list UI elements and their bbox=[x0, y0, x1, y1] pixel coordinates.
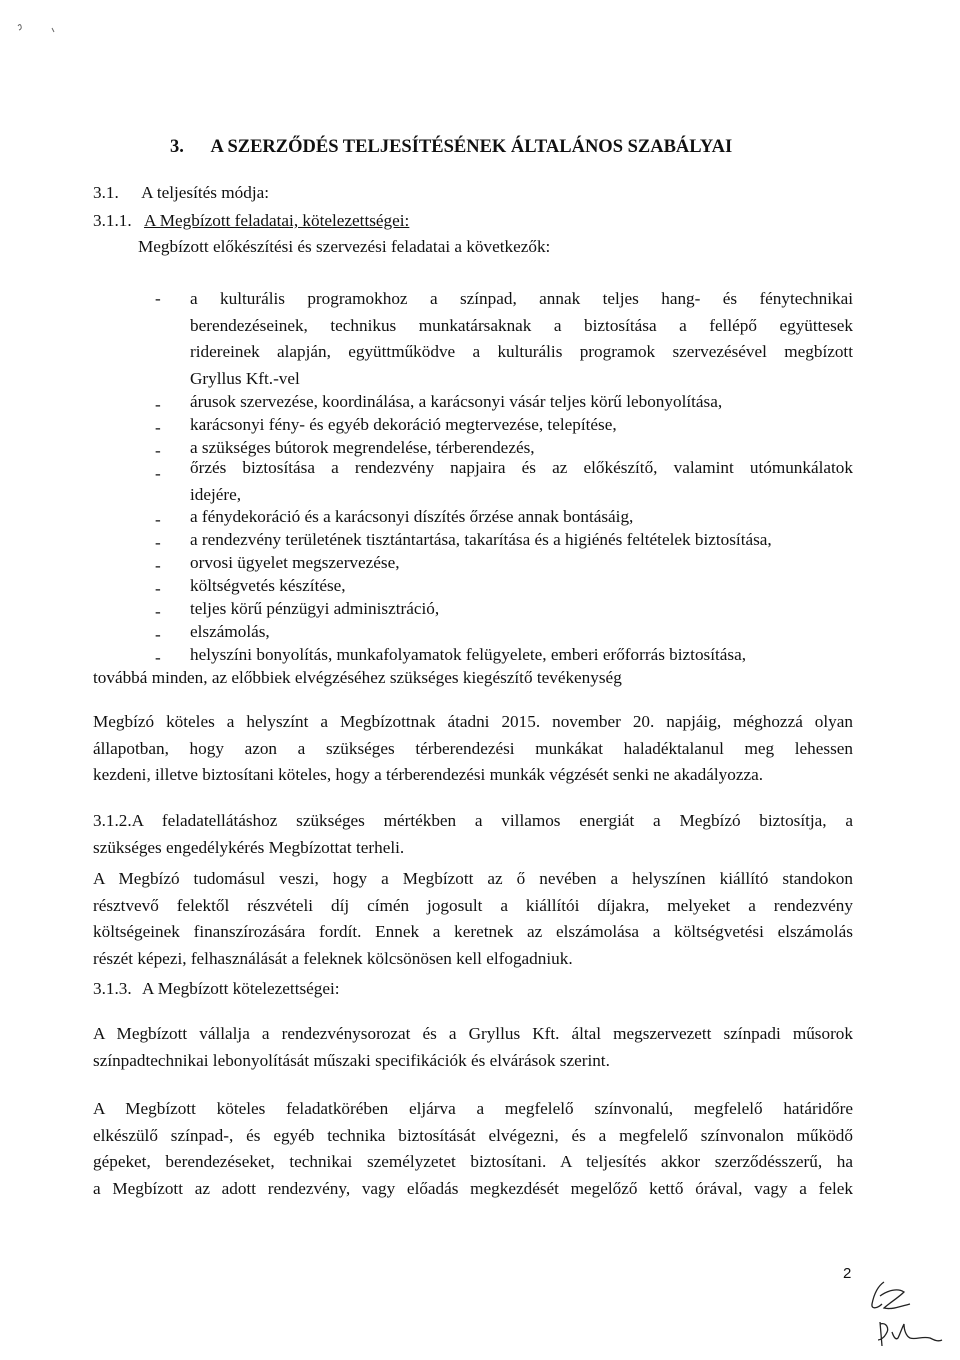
paragraph-standok: A Megbízó tudomásul veszi, hogy a Megbízott az ő nevében a helyszínen kiállító standokon résztvevő felektől részvételi díj címén jogosult a kiállítói díjakra, melyeket a rendezvény költségeinek finanszírozására fordít. Ennek a keretnek az elszámolása a költségvetési elszámolás részét képezi, felhasználását a feleknek kölcsönösen kell elfogadniuk. bbox=[93, 869, 853, 968]
subsection-number: 3.1. bbox=[93, 183, 119, 202]
bullet-dash: - bbox=[155, 464, 161, 483]
bullet-dash: - bbox=[155, 289, 161, 308]
list-item: elszámolás, bbox=[190, 622, 270, 641]
subsection-number: 3.1.2. bbox=[93, 811, 132, 830]
subsection-3-1-2: 3.1.2.A feladatellátáshoz szükséges mértékben a villamos energiát a Megbízó biztosítja, a szükséges engedélykérés Megbízottat terheli. bbox=[93, 811, 853, 857]
paragraph-megbizo: Megbízó köteles a helyszínt a Megbízottnak átadni 2015. november 20. napjáig, méghozzá olyan állapotban, hogy azon a szükséges térberendezési munkákat haladéktalanul meg lehessen kezdeni, illetve biztosítani köteles, hogy a térberendezési munkák végzését senki ne akadályozza. bbox=[93, 712, 853, 784]
subsection-label: A Megbízott feladatai, kötelezettségei: bbox=[143, 211, 410, 230]
subsection-3-1 bbox=[93, 183, 269, 203]
bullet-dash: - bbox=[155, 395, 161, 414]
subsection-label: A teljesítés módja: bbox=[141, 183, 270, 202]
bullet-dash: - bbox=[155, 648, 161, 667]
bullet-dash: - bbox=[155, 418, 161, 437]
paragraph-vallalja: A Megbízott vállalja a rendezvénysorozat és a Gryllus Kft. által megszervezett színpadi műsorok színpadtechnikai lebonyolítását műszaki specifikációk és elvárások szerint. bbox=[93, 1024, 853, 1070]
section-number: 3. bbox=[170, 137, 184, 157]
bullet-dash: - bbox=[155, 533, 161, 552]
handwritten-initials bbox=[862, 1278, 952, 1358]
list-item: árusok szervezése, koordinálása, a karácsonyi vásár teljes körű lebonyolítása, bbox=[190, 392, 723, 411]
list-item: a rendezvény területének tisztántartása, takarítása és a higiénés feltételek biztosítása, bbox=[190, 530, 772, 549]
list-item: a fénydekoráció és a karácsonyi díszítés őrzése annak bontásáig, bbox=[190, 507, 634, 526]
bullet-dash: - bbox=[155, 510, 161, 529]
list-item: orvosi ügyelet megszervezése, bbox=[190, 553, 400, 572]
list-item: karácsonyi fény- és egyéb dekoráció megtervezése, telepítése, bbox=[190, 415, 617, 434]
subsection-3-1-3 bbox=[93, 979, 340, 999]
scan-marks bbox=[10, 14, 70, 44]
bullet-dash: - bbox=[155, 579, 161, 598]
bullet-dash: - bbox=[155, 625, 161, 644]
page-number: 2 bbox=[843, 1265, 852, 1282]
subsection-number: 3.1.3. bbox=[93, 979, 132, 998]
list-item: helyszíni bonyolítás, munkafolyamatok felügyelete, emberi erőforrás biztosítása, bbox=[190, 645, 747, 664]
bullet-dash: - bbox=[155, 556, 161, 575]
section-heading bbox=[170, 137, 732, 158]
list-item: teljes körű pénzügyi adminisztráció, bbox=[190, 599, 440, 618]
paragraph-koteles: A Megbízott köteles feladatkörében eljárva a megfelelő színvonalú, megfelelő határidőre elkészülő színpad-, és egyéb technika biztosítását elvégezni, és a megfelelő színvonalon működő gépeket, berendezéseket, technikai személyzetet biztosítani. A teljesítés akkor szerződésszerű, ha a Megbízott az adott rendezvény, vagy előadás megkezdését megelőző kettő órával, vagy a felek bbox=[93, 1099, 853, 1198]
list-item: költségvetés készítése, bbox=[190, 576, 346, 595]
list-item: a szükséges bútorok megrendelése, térberendezés, bbox=[190, 438, 535, 457]
intro-line: Megbízott előkészítési és szervezési feladatai a következők: bbox=[138, 237, 551, 256]
section-title: A SZERZŐDÉS TELJESÍTÉSÉNEK ÁLTALÁNOS SZABÁLYAI bbox=[210, 137, 733, 157]
subsection-text: A feladatellátáshoz szükséges mértékben a villamos energiát a Megbízó biztosítja, a bbox=[131, 811, 853, 830]
bullet-dash: - bbox=[155, 602, 161, 621]
after-list-line: továbbá minden, az előbbiek elvégzéséhez szükséges kiegészítő tevékenység bbox=[93, 668, 622, 687]
subsection-number: 3.1.1. bbox=[93, 211, 132, 230]
subsection-3-1-1 bbox=[93, 211, 409, 231]
list-item: őrzés biztosítása a rendezvény napjaira és az előkészítő, valamint utómunkálatok idejére, bbox=[190, 458, 853, 504]
list-item: a kulturális programokhoz a színpad, annak teljes hang- és fénytechnikai berendezéseinek, technikus munkatársaknak a biztosítása a fellépő együttesek ridereinek alapján, együttműködve a kulturális programok szervezésével megbízott Gryllus Kft.-vel bbox=[190, 289, 853, 388]
subsection-label: A Megbízott kötelezettségei: bbox=[141, 979, 340, 998]
bullet-dash: - bbox=[155, 441, 161, 460]
